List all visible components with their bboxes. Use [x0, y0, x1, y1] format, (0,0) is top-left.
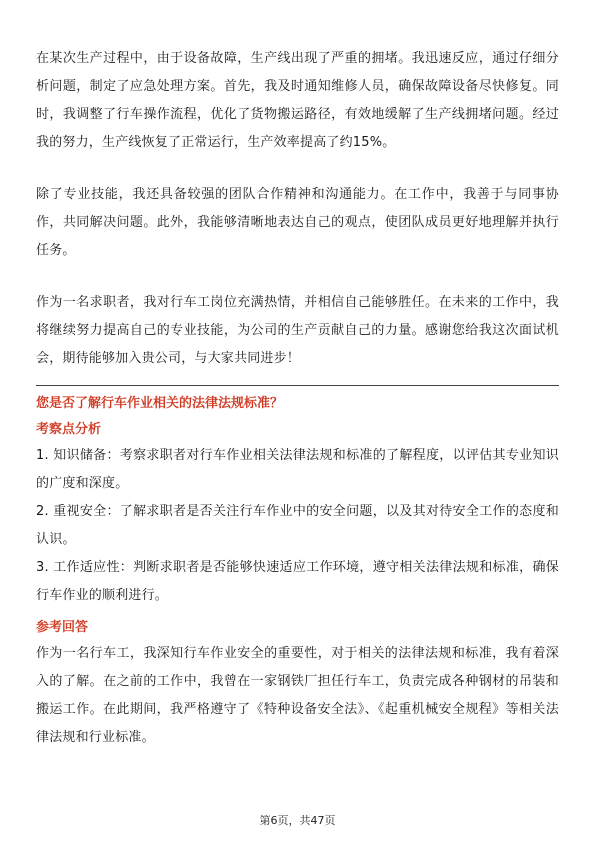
intro-paragraph-2: 除了专业技能，我还具备较强的团队合作精神和沟通能力。在工作中，我善于与同事协作，共同解决问题。此外，我能够清晰地表达自己的观点，使团队成员更好地理解并执行任务。	[36, 187, 559, 258]
page-number: 第6页，共47页	[259, 814, 336, 827]
page-content	[36, 45, 559, 752]
analysis-point: 1. 知识储备：考察求职者对行车作业相关法律法规和标准的了解程度，以评估其专业知识的广度和深度。	[36, 448, 559, 491]
section-divider	[36, 385, 559, 386]
question-heading: 您是否了解行车作业相关的法律法规标准？	[36, 396, 284, 411]
analysis-title: 考察点分析	[36, 422, 102, 437]
analysis-points	[36, 442, 559, 610]
answer-title: 参考回答	[36, 620, 89, 635]
answer-text: 作为一名行车工，我深知行车作业安全的重要性，对于相关的法律法规和标准，我有着深入的了解。在之前的工作中，我曾在一家钢铁厂担任行车工，负责完成各种钢材的吊装和搬运工作。在此期间，我严格遵守了《特种设备安全法》、《起重机械安全规程》等相关法律法规和行业标准。	[36, 646, 559, 745]
analysis-point: 2. 重视安全：了解求职者是否关注行车作业中的安全问题，以及其对待安全工作的态度和认识。	[36, 504, 559, 547]
intro-paragraph-1: 在某次生产过程中，由于设备故障，生产线出现了严重的拥堵。我迅速反应，通过仔细分析问题，制定了应急处理方案。首先，我及时通知维修人员，确保故障设备尽快修复。同时，我调整了行车操作流程，优化了货物搬运路径，有效地缓解了生产线拥堵问题。经过我的努力，生产线恢复了正常运行，生产效率提高了约15%。	[36, 51, 559, 150]
intro-paragraph-3: 作为一名求职者，我对行车工岗位充满热情，并相信自己能够胜任。在未来的工作中，我将继续努力提高自己的专业技能，为公司的生产贡献自己的力量。感谢您给我这次面试机会，期待能够加入贵公司，与大家共同进步！	[36, 295, 559, 366]
analysis-point: 3. 工作适应性：判断求职者是否能够快速适应工作环境，遵守相关法律法规和标准，确保行车作业的顺利进行。	[36, 560, 559, 603]
